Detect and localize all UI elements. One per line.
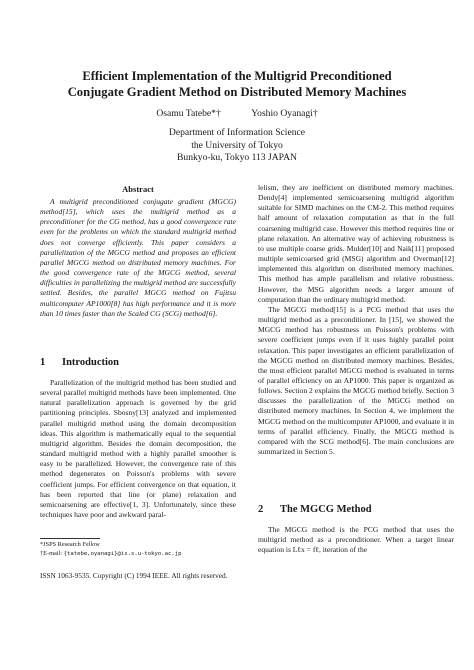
author-name: Osamu Tatebe*† xyxy=(156,108,221,119)
section-heading xyxy=(258,504,372,515)
affiliation-line: the University of Tokyo xyxy=(191,139,283,151)
footnote-divider xyxy=(40,538,100,539)
paper-title xyxy=(30,68,444,100)
email-address: {tatebe,oyanagi}@is.s.u-tokyo.ac.jp xyxy=(63,550,182,557)
section-title: Introduction xyxy=(62,357,119,368)
section-number: 2 xyxy=(258,504,264,515)
body-paragraph: Parallelization of the multigrid method has been studied and several parallel multigrid methods have been implemented. One natural parallelization approach is governed by the grid partitioning principles. Sbosny[13] analyzed and implemented parallel multigrid method using the domain decomposition ideas. This algorithm is mathematically equal to the sequential multigrid algorithm. Besides the domain decomposition, the standard multigrid method with a highly parallel smoother is easy to be parallelized. However, the convergence rate of this method degenerates on Poisson's problems with severe coefficient jumps. For efficient convergence on that equation, it has been reported that line (or plane) relaxation and semicoarsening are effective[1, 3]. Unfortunately, since these techniques have poor and awkward paral- xyxy=(40,378,236,520)
copyright-notice: ISSN 1063-9535. Copyright (C) 1994 IEEE. All rights reserved. xyxy=(40,571,228,580)
title-line-2: Conjugate Gradient Method on Distributed Memory Machines xyxy=(67,85,407,99)
footnote xyxy=(40,550,236,559)
intro-text xyxy=(40,378,236,520)
body-paragraph: lelism, they are inefficient on distributed memory machines. Dendy[4] implemented semicoarsening multigrid algorithm suitable for SIMD machines on the CM-2. This method requires half amount of relaxation computation as that in the full coarsening multigrid case. However this method requires line or plane relaxation. An alternative way of achieving robustness is to use multiple coarse grids. Mulder[10] and Naik[11] proposed multiple semicoarsed grid (MSG) algorithm and Overman[12] implemented this algorithm on distributed memory machines. This method has ample parallelism and relative robustness. However, the MSG algorithm needs a larger amount of computation than the ordinary multigrid method. xyxy=(258,183,454,304)
affiliation xyxy=(0,127,474,165)
section-number: 1 xyxy=(40,357,46,368)
footnote-label: †E-mail: xyxy=(40,549,64,557)
abstract-heading: Abstract xyxy=(122,184,154,194)
affiliation-line: Bunkyo-ku, Tokyo 113 JAPAN xyxy=(177,152,297,164)
body-paragraph: The MGCG method is the PCG method that uses the multigrid method as a preconditioner. When a target linear equation is Lℓx = fℓ, iteration of the xyxy=(258,525,454,555)
right-column-text xyxy=(258,183,454,457)
author-list xyxy=(0,108,474,119)
title-line-1: Efficient Implementation of the Multigrid Preconditioned xyxy=(82,69,392,83)
footnote: *JSPS Research Fellow xyxy=(40,541,100,548)
abstract-text xyxy=(40,197,236,319)
author-name: Yoshio Oyanagi† xyxy=(251,108,318,119)
section2-text xyxy=(258,525,454,555)
section-title: The MGCG Method xyxy=(280,504,372,515)
body-paragraph: The MGCG method[15] is a PCG method that uses the multigrid method as a preconditioner. In [15], we showed the MGCG method has robustness on Poisson's problems with severe coefficient jumps even if it uses highly parallel point relaxation. This paper investigates an efficient parallelization of the MGCG method on distributed memory machines. Besides, the most efficient parallel MGCG method is evaluated in terms of parallel efficiency on an AP1000. This paper is organized as follows. Section 2 explains the MGCG method briefly. Section 3 discusses the parallelization of the MGCG method on distributed memory machines. In Section 4, we implement the MGCG method on the multicomputer AP1000, and evaluate it in terms of parallel efficiency. Finally, the MGCG method is compared with the SCG method[6]. The main conclusions are summarized in Section 5. xyxy=(258,304,454,457)
footnotes xyxy=(40,541,236,558)
section-heading xyxy=(40,357,119,368)
affiliation-line: Department of Information Science xyxy=(168,127,306,138)
abstract-paragraph: A multigrid preconditioned conjugate gradient (MGCG) method[15], which uses the multigrid method as a preconditioner for the CG method, has a good convergence rate even for the problems on which the standard multigrid method does not converge efficiently. This paper considers a parallelization of the MGCG method and proposes an efficient parallel MGCG method on distributed memory machines. For the good convergence rate of the MGCG method, several difficulties in parallelizing the multigrid method are successfully settled. Besides, the parallel MGCG method on Fujitsu multicomputer AP1000[8] has high performance and it is more than 10 times faster than the Scaled CG (SCG) method[6]. xyxy=(40,197,236,318)
